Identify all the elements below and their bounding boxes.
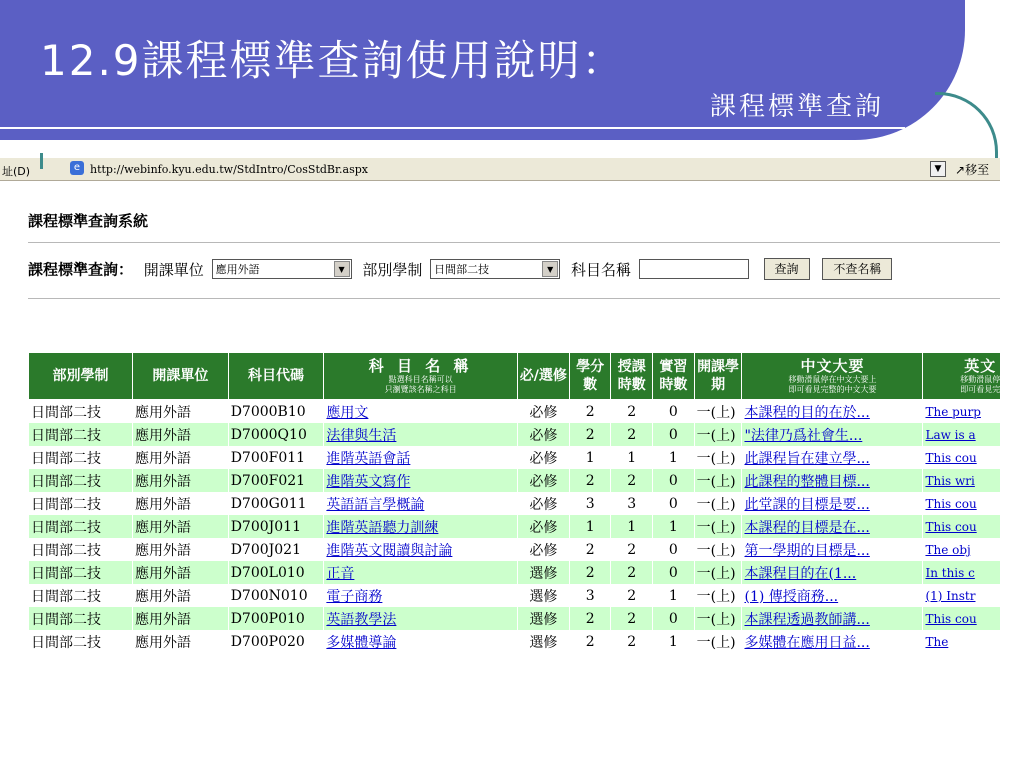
header-zh-note1: 移動滑鼠停在中文大要上: [788, 375, 877, 384]
go-label: 移至: [965, 163, 990, 177]
cell-req: 選修: [517, 584, 569, 607]
cell-hours: 2: [611, 423, 653, 446]
zh-summary-link[interactable]: (1) 傳授商務...: [742, 584, 923, 607]
cell-credits: 3: [569, 492, 611, 515]
cell-credits: 1: [569, 515, 611, 538]
cell-code: D700F011: [228, 446, 324, 469]
cell-practice: 1: [653, 630, 695, 653]
table-caption: [29, 312, 1001, 353]
course-name-link[interactable]: 英語語言學概論: [324, 492, 517, 515]
cell-system: 日間部二技: [29, 630, 133, 653]
cell-dept: 應用外語: [133, 538, 229, 561]
en-summary-link[interactable]: The: [923, 630, 1000, 653]
cell-system: 日間部二技: [29, 492, 133, 515]
table-row: [29, 515, 1001, 538]
cell-code: D700P020: [228, 630, 324, 653]
cell-system: 日間部二技: [29, 515, 133, 538]
course-name-link[interactable]: 正音: [324, 561, 517, 584]
zh-summary-link[interactable]: 本課程的目標是在...: [742, 515, 923, 538]
cell-practice: 1: [653, 584, 695, 607]
cell-system: 日間部二技: [29, 607, 133, 630]
table-row: [29, 446, 1001, 469]
header-required: 必/選修: [517, 353, 569, 400]
cell-dept: 應用外語: [133, 492, 229, 515]
en-summary-link[interactable]: (1) Instr: [923, 584, 1000, 607]
en-summary-link[interactable]: Law is a: [923, 423, 1000, 446]
cell-term: 一(上): [694, 400, 742, 424]
cell-code: D7000Q10: [228, 423, 324, 446]
table-row: [29, 492, 1001, 515]
cell-hours: 1: [611, 446, 653, 469]
cell-dept: 應用外語: [133, 630, 229, 653]
table-row: [29, 630, 1001, 653]
separator: [28, 298, 1000, 299]
en-summary-link[interactable]: In this c: [923, 561, 1000, 584]
course-name-link[interactable]: 應用文: [324, 400, 517, 424]
result-panel: [28, 312, 1000, 720]
cell-code: D7000B10: [228, 400, 324, 424]
slide-title: 12.9課程標準查詢使用說明：: [40, 36, 626, 85]
zh-summary-link[interactable]: 此課程的整體目標...: [742, 469, 923, 492]
header-zh-summary: [742, 353, 923, 400]
cell-practice: 0: [653, 607, 695, 630]
cell-req: 必修: [517, 423, 569, 446]
cell-code: D700G011: [228, 492, 324, 515]
caption-dept: 開課單位：應用外語系: [345, 323, 496, 342]
header-name-note1: 點選科目名稱可以: [388, 375, 453, 384]
cell-term: 一(上): [694, 561, 742, 584]
header-credits: 學分數: [569, 353, 611, 400]
cell-dept: 應用外語: [133, 446, 229, 469]
separator: [28, 242, 1000, 243]
cell-req: 選修: [517, 607, 569, 630]
cell-system: 日間部二技: [29, 561, 133, 584]
en-summary-link[interactable]: The obj: [923, 538, 1000, 561]
header-en-summary: [923, 353, 1000, 400]
cell-dept: 應用外語: [133, 561, 229, 584]
course-name-label: 科目名稱: [570, 260, 631, 279]
header-name-note2: 只瀏覽該名稱之科目: [384, 385, 457, 394]
cell-dept: 應用外語: [133, 584, 229, 607]
filter-main-label: 課程標準查詢：: [28, 260, 134, 279]
header-name: [324, 353, 517, 400]
cell-dept: 應用外語: [133, 400, 229, 424]
cell-code: D700F021: [228, 469, 324, 492]
cell-system: 日間部二技: [29, 469, 133, 492]
chevron-down-icon[interactable]: ▼: [334, 261, 350, 277]
cell-hours: 3: [611, 492, 653, 515]
zh-summary-link[interactable]: 本課程目的在(1...: [742, 561, 923, 584]
en-summary-link[interactable]: This cou: [923, 492, 1000, 515]
header-dept: 開課單位: [133, 353, 229, 400]
chevron-down-icon[interactable]: ▼: [542, 261, 558, 277]
system-select-value: 日間部二技: [434, 263, 490, 276]
cell-term: 一(上): [694, 423, 742, 446]
cell-term: 一(上): [694, 469, 742, 492]
zh-summary-link[interactable]: 本課程的目的在於...: [742, 400, 923, 424]
header-divider: [0, 127, 905, 129]
address-dropdown-button[interactable]: ▼: [930, 161, 946, 177]
cell-dept: 應用外語: [133, 515, 229, 538]
en-summary-link[interactable]: This cou: [923, 607, 1000, 630]
dept-select-value: 應用外語: [215, 263, 260, 276]
cell-practice: 0: [653, 538, 695, 561]
cell-code: D700J011: [228, 515, 324, 538]
header-en-note2: 即可看見完: [960, 385, 1000, 394]
cell-term: 一(上): [694, 446, 742, 469]
cell-req: 必修: [517, 538, 569, 561]
dept-label: 開課單位: [143, 260, 204, 279]
cell-credits: 1: [569, 446, 611, 469]
cell-hours: 2: [611, 561, 653, 584]
course-name-link[interactable]: 進階英語聽力訓練: [324, 515, 517, 538]
cell-req: 必修: [517, 469, 569, 492]
table-header: [29, 353, 1001, 400]
cell-system: 日間部二技: [29, 446, 133, 469]
cell-hours: 2: [611, 469, 653, 492]
page-icon: e: [70, 161, 84, 175]
cell-term: 一(上): [694, 607, 742, 630]
en-summary-link[interactable]: This wri: [923, 469, 1000, 492]
cell-credits: 2: [569, 538, 611, 561]
table-row: [29, 423, 1001, 446]
course-name-link[interactable]: 英語教學法: [324, 607, 517, 630]
cell-hours: 2: [611, 607, 653, 630]
header-code: 科目代碼: [228, 353, 324, 400]
cell-hours: 2: [611, 400, 653, 424]
header-term: 開課學期: [694, 353, 742, 400]
en-summary-link[interactable]: This cou: [923, 446, 1000, 469]
go-arrow-icon: ↗: [955, 163, 966, 177]
cell-practice: 0: [653, 492, 695, 515]
address-label: 址(D): [2, 165, 31, 178]
cell-hours: 1: [611, 515, 653, 538]
cell-credits: 2: [569, 561, 611, 584]
header-en-note1: 移動滑鼠停: [960, 375, 1000, 384]
cell-dept: 應用外語: [133, 423, 229, 446]
table-row: [29, 584, 1001, 607]
header-name-title: 科 目 名 稱: [368, 357, 473, 375]
cell-system: 日間部二技: [29, 423, 133, 446]
caption-title: 課程標準查詢: [43, 323, 134, 342]
cell-practice: 0: [653, 469, 695, 492]
cell-system: 日間部二技: [29, 584, 133, 607]
cell-practice: 1: [653, 446, 695, 469]
address-url[interactable]: http://webinfo.kyu.edu.tw/StdIntro/CosStdBr.aspx: [90, 163, 368, 176]
filter-form: [28, 258, 1008, 284]
course-name-link[interactable]: 進階英文閱讀與討論: [324, 538, 517, 561]
course-name-link[interactable]: 進階英語會話: [324, 446, 517, 469]
search-button[interactable]: 查詢: [764, 258, 810, 280]
table-body: [29, 400, 1001, 654]
cell-term: 一(上): [694, 538, 742, 561]
cell-hours: 2: [611, 630, 653, 653]
slide-subtitle: 課程標準查詢: [709, 92, 884, 122]
header-en-title: 英文: [964, 357, 997, 375]
course-name-link[interactable]: 電子商務: [324, 584, 517, 607]
en-summary-link[interactable]: This cou: [923, 515, 1000, 538]
cell-req: 選修: [517, 561, 569, 584]
cell-term: 一(上): [694, 630, 742, 653]
header-zh-title: 中文大要: [800, 357, 865, 375]
cell-credits: 2: [569, 400, 611, 424]
dept-select[interactable]: [212, 259, 352, 279]
cell-dept: 應用外語: [133, 607, 229, 630]
course-name-link[interactable]: 多媒體導論: [324, 630, 517, 653]
caption-system: 部別學制：日間部二技: [164, 323, 315, 342]
cell-practice: 0: [653, 423, 695, 446]
cell-credits: 2: [569, 630, 611, 653]
cell-practice: 0: [653, 561, 695, 584]
course-name-input[interactable]: [639, 259, 749, 279]
cell-req: 必修: [517, 446, 569, 469]
header-system: 部別學制: [29, 353, 133, 400]
cell-system: 日間部二技: [29, 538, 133, 561]
cell-hours: 2: [611, 538, 653, 561]
cell-term: 一(上): [694, 584, 742, 607]
course-table: [28, 312, 1000, 653]
cell-req: 必修: [517, 400, 569, 424]
cell-practice: 0: [653, 400, 695, 424]
cell-practice: 1: [653, 515, 695, 538]
header-zh-note2: 即可看見完整的中文大要: [788, 385, 877, 394]
table-row: [29, 400, 1001, 424]
system-title: 課程標準查詢系統: [28, 212, 149, 230]
cell-credits: 2: [569, 607, 611, 630]
cell-code: D700N010: [228, 584, 324, 607]
cell-term: 一(上): [694, 492, 742, 515]
skip-name-button[interactable]: 不查名稱: [822, 258, 892, 280]
zh-summary-link[interactable]: "法律乃爲社會生...: [742, 423, 923, 446]
cell-credits: 3: [569, 584, 611, 607]
cell-credits: 2: [569, 469, 611, 492]
zh-summary-link[interactable]: 多媒體在應用日益...: [742, 630, 923, 653]
browser-address-bar: [0, 158, 1000, 181]
system-select[interactable]: [430, 259, 560, 279]
table-row: [29, 538, 1001, 561]
cell-req: 必修: [517, 492, 569, 515]
cell-hours: 2: [611, 584, 653, 607]
cell-code: D700P010: [228, 607, 324, 630]
zh-summary-link[interactable]: 此堂課的目標是要...: [742, 492, 923, 515]
decorative-tick: [40, 153, 43, 169]
cell-req: 必修: [517, 515, 569, 538]
course-name-link[interactable]: 法律與生活: [324, 423, 517, 446]
header-practice: 實習時數: [653, 353, 695, 400]
system-label: 部別學制: [362, 260, 423, 279]
table-row: [29, 469, 1001, 492]
en-summary-link[interactable]: The purp: [923, 400, 1000, 424]
course-name-link[interactable]: 進階英文寫作: [324, 469, 517, 492]
table-row: [29, 607, 1001, 630]
table-row: [29, 561, 1001, 584]
cell-system: 日間部二技: [29, 400, 133, 424]
cell-credits: 2: [569, 423, 611, 446]
cell-req: 選修: [517, 630, 569, 653]
cell-code: D700L010: [228, 561, 324, 584]
cell-term: 一(上): [694, 515, 742, 538]
zh-summary-link[interactable]: 此課程旨在建立學...: [742, 446, 923, 469]
zh-summary-link[interactable]: 本課程透過教師講...: [742, 607, 923, 630]
cell-code: D700J021: [228, 538, 324, 561]
cell-dept: 應用外語: [133, 469, 229, 492]
go-button[interactable]: [955, 161, 989, 178]
viewport-edge: [28, 712, 1000, 720]
header-hours: 授課時數: [611, 353, 653, 400]
zh-summary-link[interactable]: 第一學期的目標是...: [742, 538, 923, 561]
